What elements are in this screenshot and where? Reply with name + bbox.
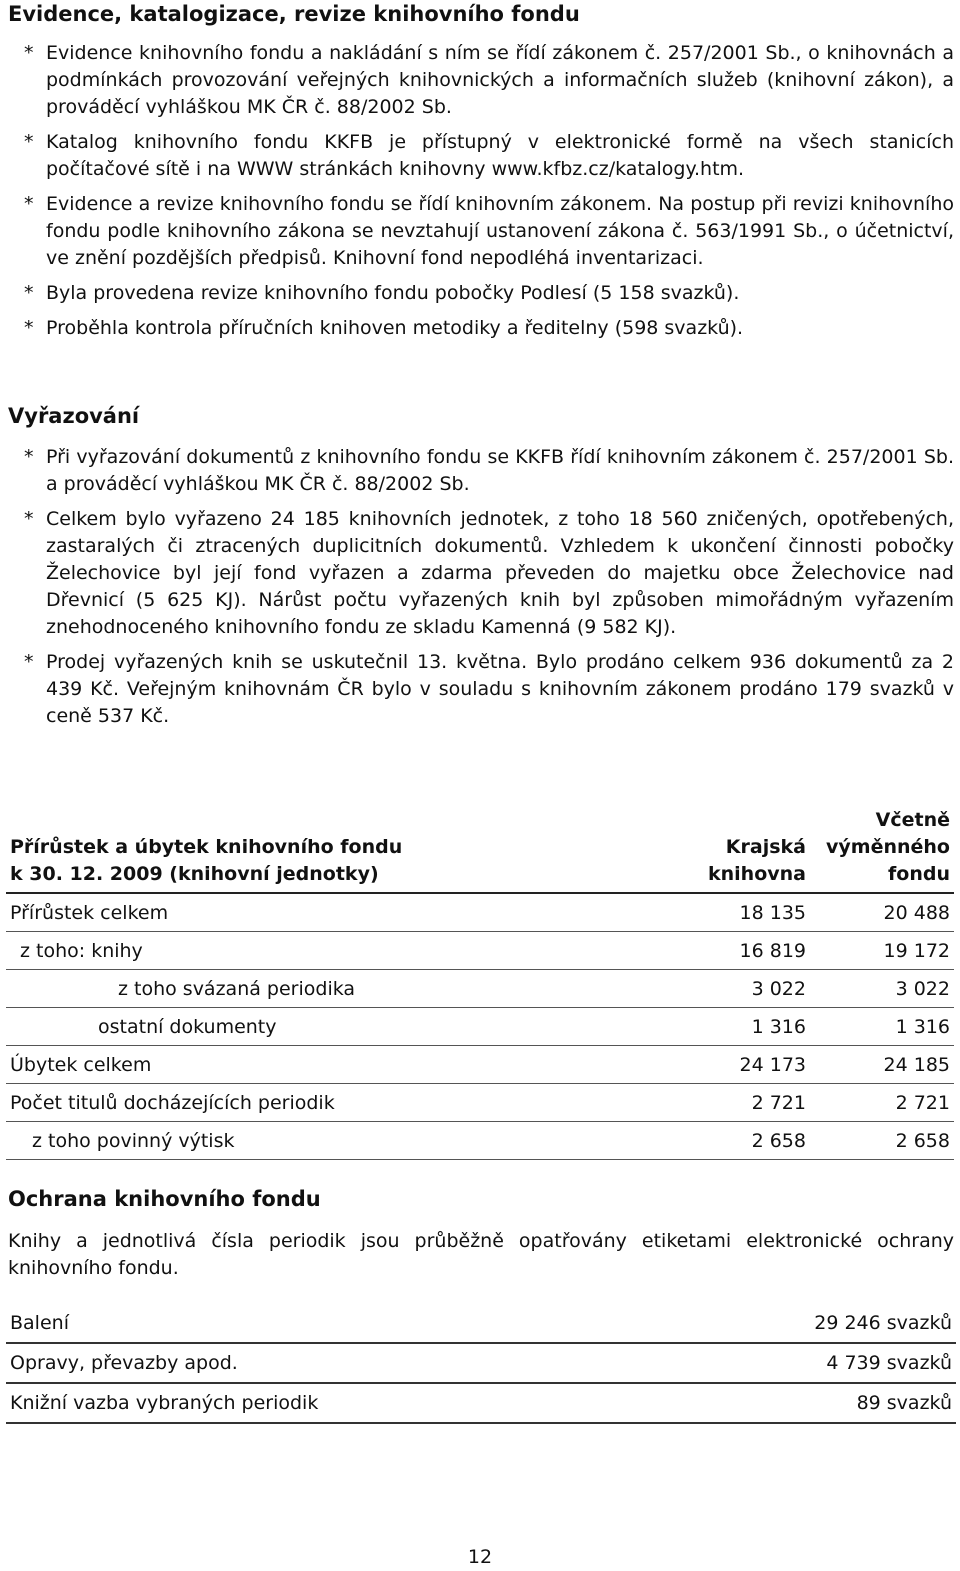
page-number: 12: [467, 1546, 493, 1568]
bullet-star: *: [24, 282, 34, 304]
section-title-vyrazovani: Vyřazování: [8, 404, 140, 428]
list-item: [24, 129, 954, 183]
table-row: [6, 970, 954, 1008]
list-item: [24, 280, 954, 307]
bullet-text: Celkem bylo vyřazeno 24 185 knihovních jednotek, z toho 18 560 zničených, opotřebených, zastaralých či ztracených duplicitních dokumentů. Vzhledem k ukončení činnosti pobočky Želechovice byl její fond vyřazen a zdarma převeden do majetku obce Želechovice nad Dřevnicí (5 625 KJ). Nárůst počtu vyřazených knih byl způsoben mimořádným vyřazením znehodnoceného knihovního fondu ze skladu Kamenná (9 582 KJ).: [46, 508, 954, 638]
row-value-vcetne: 2 658: [810, 1122, 954, 1160]
header-text: k 30. 12. 2009 (knihovní jednotky): [10, 863, 379, 885]
vyrazovani-bullet-list: [24, 444, 954, 730]
table-row: [6, 1046, 954, 1084]
row-value-vcetne: 24 185: [810, 1046, 954, 1084]
row-label: Přírůstek celkem: [6, 893, 622, 932]
ochrana-paragraph: Knihy a jednotlivá čísla periodik jsou průběžně opatřovány etiketami elektronické ochrany knihovního fondu.: [8, 1230, 954, 1279]
list-item: [24, 40, 954, 121]
table-row: [6, 932, 954, 970]
row-label: Počet titulů docházejících periodik: [6, 1084, 622, 1122]
header-col-description: [6, 805, 622, 893]
header-col-vcetne: [810, 805, 954, 893]
row-label: z toho povinný výtisk: [6, 1122, 622, 1160]
row-value: 4 739 svazků: [826, 1352, 952, 1374]
bullet-text: Evidence knihovního fondu a nakládání s ním se řídí zákonem č. 257/2001 Sb., o knihovnách a podmínkách provozování veřejných knihovnických a informačních služeb (knihovní zákon), a prováděcí vyhláškou MK ČR č. 88/2002 Sb.: [46, 42, 954, 118]
row-label: Balení: [10, 1312, 69, 1334]
bullet-star: *: [24, 317, 34, 339]
table-row: [6, 1304, 956, 1343]
header-text: výměnného fondu: [826, 836, 950, 885]
row-value-vcetne: 3 022: [810, 970, 954, 1008]
row-value-krajska: 24 173: [622, 1046, 810, 1084]
row-value-krajska: 2 658: [622, 1122, 810, 1160]
bullet-text: Prodej vyřazených knih se uskutečnil 13. května. Bylo prodáno celkem 936 dokumentů za 2 439 Kč. Veřejným knihovnám ČR bylo v souladu s knihovním zákonem prodáno 179 svazků v ceně 537 Kč.: [46, 651, 954, 727]
row-value: 89 svazků: [856, 1392, 952, 1414]
section-title-evidence: Evidence, katalogizace, revize knihovního fondu: [8, 2, 580, 26]
header-col-krajska: [622, 805, 810, 893]
row-value-vcetne: 1 316: [810, 1008, 954, 1046]
row-value-krajska: 2 721: [622, 1084, 810, 1122]
bullet-text: Proběhla kontrola příručních knihoven metodiky a ředitelny (598 svazků).: [46, 317, 744, 339]
section-title-ochrana: Ochrana knihovního fondu: [8, 1187, 321, 1211]
row-value-vcetne: 19 172: [810, 932, 954, 970]
header-text: Krajská: [725, 836, 806, 858]
row-label: Úbytek celkem: [6, 1046, 622, 1084]
row-value-vcetne: 20 488: [810, 893, 954, 932]
bullet-star: *: [24, 42, 34, 64]
list-item: [24, 506, 954, 641]
table-row: [6, 1383, 956, 1423]
bullet-star: *: [24, 508, 34, 530]
row-label: Knižní vazba vybraných periodik: [10, 1392, 319, 1414]
table-row: [6, 893, 954, 932]
table-row: [6, 1343, 956, 1383]
list-item: [24, 315, 954, 342]
row-label: z toho svázaná periodika: [6, 970, 622, 1008]
bullet-text: Katalog knihovního fondu KKFB je přístupný v elektronické formě na všech stanicích počítačové sítě i na WWW stránkách knihovny www.kfbz.cz/katalogy.htm.: [46, 131, 954, 180]
evidence-bullet-list: [24, 40, 954, 342]
header-text: Včetně: [875, 809, 950, 831]
row-value-krajska: 16 819: [622, 932, 810, 970]
table-row: [6, 1084, 954, 1122]
row-value-krajska: 18 135: [622, 893, 810, 932]
row-value: 29 246 svazků: [814, 1312, 952, 1334]
fund-stats-table: [6, 805, 954, 1160]
table-row: [6, 1122, 954, 1160]
bullet-star: *: [24, 131, 34, 153]
protection-table: [6, 1304, 956, 1424]
row-label: ostatní dokumenty: [6, 1008, 622, 1046]
bullet-star: *: [24, 651, 34, 673]
list-item: [24, 444, 954, 498]
row-value-krajska: 3 022: [622, 970, 810, 1008]
bullet-text: Evidence a revize knihovního fondu se řídí knihovním zákonem. Na postup při revizi knihovního fondu podle knihovního zákona se nevztahují ustanovení zákona č. 563/1991 Sb., o účetnictví, ve znění pozdějších předpisů. Knihovní fond nepodléhá inventarizaci.: [46, 193, 954, 269]
bullet-text: Byla provedena revize knihovního fondu pobočky Podlesí (5 158 svazků).: [46, 282, 740, 304]
table-header-row: [6, 805, 954, 893]
list-item: [24, 649, 954, 730]
bullet-star: *: [24, 446, 34, 468]
row-value-krajska: 1 316: [622, 1008, 810, 1046]
bullet-text: Při vyřazování dokumentů z knihovního fondu se KKFB řídí knihovním zákonem č. 257/2001 Sb. a prováděcí vyhláškou MK ČR č. 88/2002 Sb.: [46, 446, 954, 495]
row-value-vcetne: 2 721: [810, 1084, 954, 1122]
header-text: Přírůstek a úbytek knihovního fondu: [10, 836, 403, 858]
table-row: [6, 1008, 954, 1046]
row-label: Opravy, převazby apod.: [10, 1352, 238, 1374]
row-label: z toho: knihy: [6, 932, 622, 970]
list-item: [24, 191, 954, 272]
bullet-star: *: [24, 193, 34, 215]
header-text: knihovna: [708, 863, 806, 885]
